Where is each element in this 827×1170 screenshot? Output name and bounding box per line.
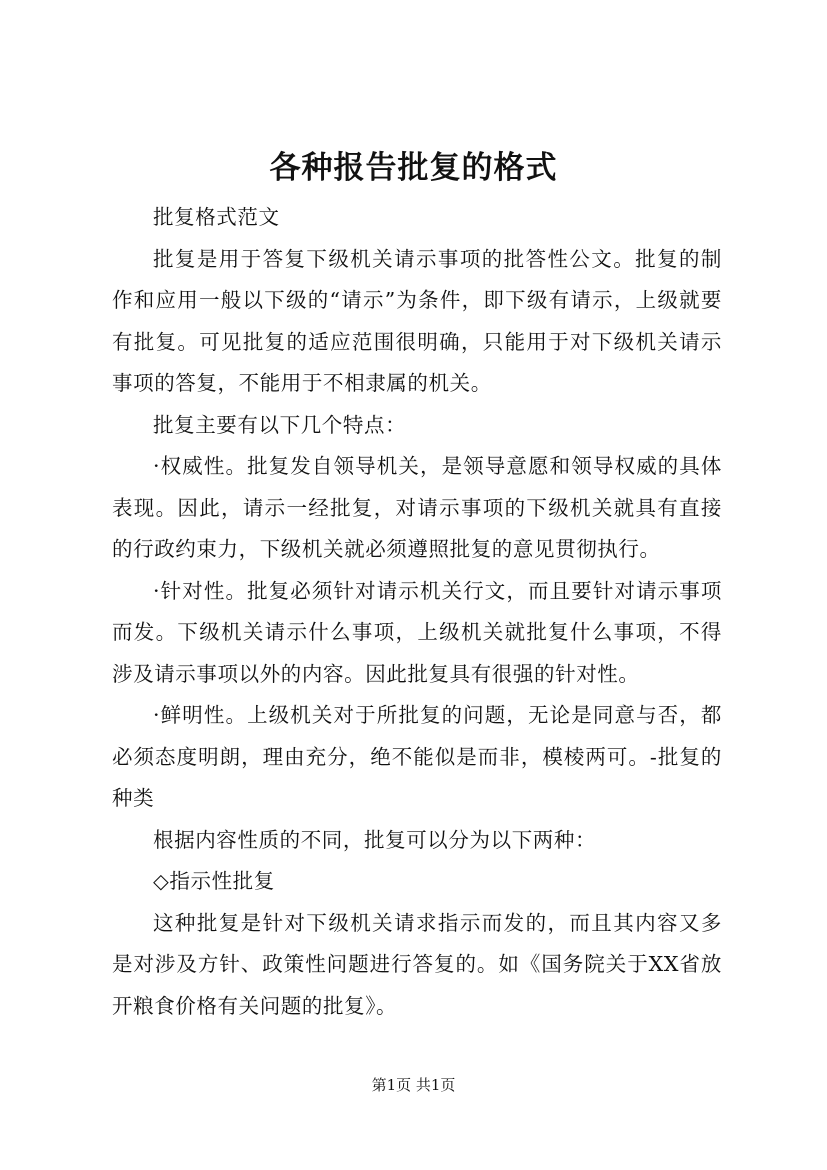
document-body [112, 197, 722, 1027]
document-title: 各种报告批复的格式 [269, 150, 558, 186]
paragraph-authority: ·权威性。批复发自领导机关，是领导意愿和领导权威的具体表现。因此，请示一经批复，对请示事项的下级机关就具有直接的行政约束力，下级机关就必须遵照批复的意见贯彻执行。 [112, 454, 722, 561]
paragraph-instructive-body: 这种批复是针对下级机关请求指示而发的，而且其内容又多是对涉及方针、政策性问题进行答复的。如《国务院关于XX省放开粮食价格有关问题的批复》。 [112, 910, 722, 1018]
page-footer: 第1页 共1页 [371, 1076, 456, 1094]
paragraph-features-intro: 批复主要有以下几个特点： [153, 412, 407, 437]
paragraph-definition: 批复是用于答复下级机关请示事项的批答性公文。批复的制作和应用一般以下级的“请示”为条件，即下级有请示，上级就要有批复。可见批复的适应范围很明确，只能用于对下级机关请示事项的答复，不能用于不相隶属的机关。 [112, 246, 722, 395]
paragraph-instructive-heading: ◇指示性批复 [153, 869, 275, 893]
paragraph-types-intro: 根据内容性质的不同，批复可以分为以下两种： [153, 827, 597, 852]
paragraph-clarity: ·鲜明性。上级机关对于所批复的问题，无论是同意与否，都必须态度明朗，理由充分，绝不能似是而非，模棱两可。-批复的种类 [112, 703, 722, 810]
paragraph-heading: 批复格式范文 [153, 205, 280, 229]
paragraph-pertinence: ·针对性。批复必须针对请示机关行文，而且要针对请示事项而发。下级机关请示什么事项，上级机关就批复什么事项，不得涉及请示事项以外的内容。因此批复具有很强的针对性。 [112, 578, 722, 686]
